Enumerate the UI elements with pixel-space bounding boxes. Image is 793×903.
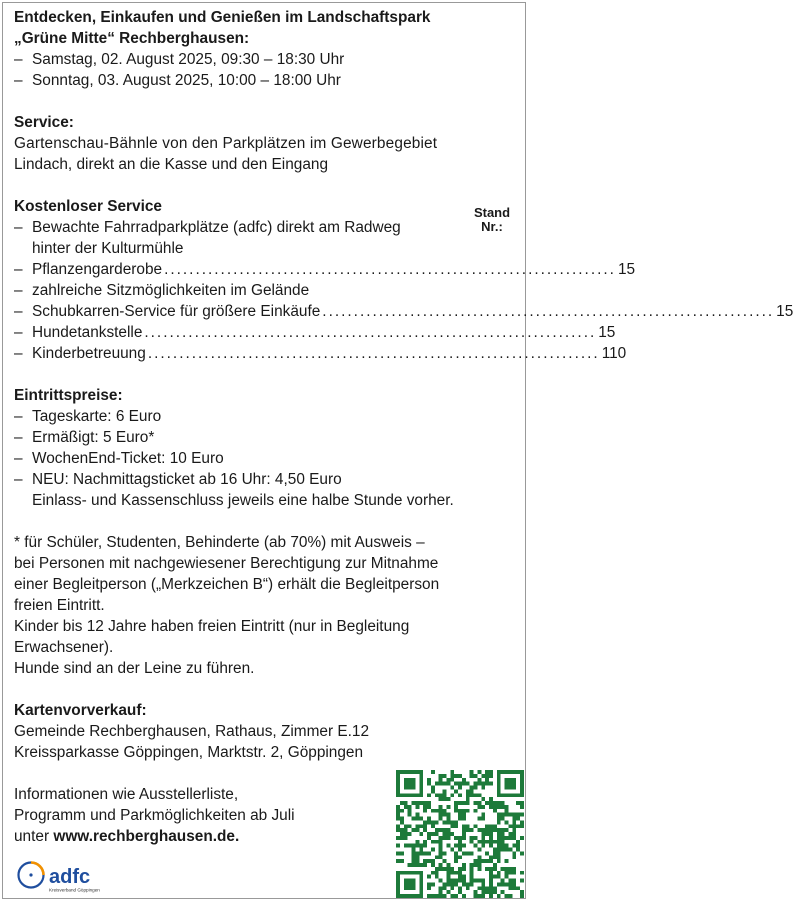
adfc-logo	[16, 858, 111, 894]
stand-number: 15	[776, 303, 793, 320]
price-note: Einlass- und Kassenschluss jeweils eine halbe Stunde vorher.	[32, 492, 454, 509]
service-item: – Bewachte Fahrradparkplätze (adfc) direkt am Radweg	[14, 219, 401, 236]
footnote-line: einer Begleitperson („Merkzeichen B“) erhält die Begleitperson	[14, 576, 440, 593]
adfc-logo-subtitle: Kreisverband Göppingen	[49, 887, 100, 893]
price-item: – NEU: Nachmittagsticket ab 16 Uhr: 4,50 Euro	[14, 471, 342, 488]
qr-finder-pattern	[497, 770, 524, 797]
stand-number-header: Stand Nr.:	[473, 205, 511, 234]
qr-finder-pattern	[396, 871, 423, 898]
website-link[interactable]: www.rechberghausen.de.	[53, 828, 240, 845]
free-service-section	[14, 196, 793, 364]
service-item: – Pflanzengarderobe ........................................................................ 15	[14, 261, 636, 278]
info-line: unter www.rechberghausen.de.	[14, 828, 240, 845]
event-title-line-1: Entdecken, Einkaufen und Genießen im Landschaftspark	[14, 9, 431, 26]
service-item: – Hundetankstelle ........................................................................ 15	[14, 324, 616, 341]
notice-content	[14, 7, 793, 847]
date-item: – Sonntag, 03. August 2025, 10:00 – 18:00 Uhr	[14, 72, 341, 89]
prices-heading: Eintrittspreise:	[14, 387, 123, 404]
footnote-line: Hunde sind an der Leine zu führen.	[14, 660, 255, 677]
presale-location: Kreissparkasse Göppingen, Marktstr. 2, Göppingen	[14, 744, 364, 761]
info-line: Informationen wie Ausstellerliste,	[14, 786, 239, 803]
service-text-line-2: Lindach, direkt an die Kasse und den Eingang	[14, 156, 329, 173]
stand-number: 110	[601, 345, 627, 362]
stand-number: 15	[598, 324, 616, 341]
service-text-line-1: Gartenschau-Bähnle von den Parkplätzen im Gewerbegebiet	[14, 135, 438, 152]
presale-location: Gemeinde Rechberghausen, Rathaus, Zimmer E.12	[14, 723, 370, 740]
date-item: – Samstag, 02. August 2025, 09:30 – 18:30 Uhr	[14, 51, 345, 68]
price-item: – Tageskarte: 6 Euro	[14, 408, 162, 425]
price-item: – Ermäßigt: 5 Euro*	[14, 429, 155, 446]
service-item-continued: hinter der Kulturmühle	[32, 240, 184, 257]
service-heading: Service:	[14, 114, 74, 131]
qr-finder-pattern	[396, 770, 423, 797]
adfc-logo-arc	[31, 863, 44, 876]
qr-code-icon[interactable]	[396, 770, 524, 898]
footnote-line: * für Schüler, Studenten, Behinderte (ab 70%) mit Ausweis –	[14, 534, 425, 551]
footnote-line: freien Eintritt.	[14, 597, 105, 614]
stand-number: 15	[617, 261, 636, 278]
price-item: – WochenEnd-Ticket: 10 Euro	[14, 450, 224, 467]
event-title-line-2: „Grüne Mitte“ Rechberghausen:	[14, 30, 250, 47]
footnote-line: bei Personen mit nachgewiesener Berechtigung zur Mitnahme	[14, 555, 439, 572]
presale-heading: Kartenvorverkauf:	[14, 702, 147, 719]
free-service-heading: Kostenloser Service	[14, 198, 162, 215]
adfc-logo-text: adfc	[49, 866, 91, 888]
footnote-line: Kinder bis 12 Jahre haben freien Eintritt (nur in Begleitung	[14, 618, 410, 635]
service-item: – zahlreiche Sitzmöglichkeiten im Gelände	[14, 282, 310, 299]
service-item: – Schubkarren-Service für größere Einkäufe ........................................................................ 15	[14, 303, 793, 320]
service-item: – Kinderbetreuung ........................................................................ 110	[14, 345, 627, 362]
footnote-line: Erwachsener).	[14, 639, 114, 656]
info-line: Programm und Parkmöglichkeiten ab Juli	[14, 807, 295, 824]
